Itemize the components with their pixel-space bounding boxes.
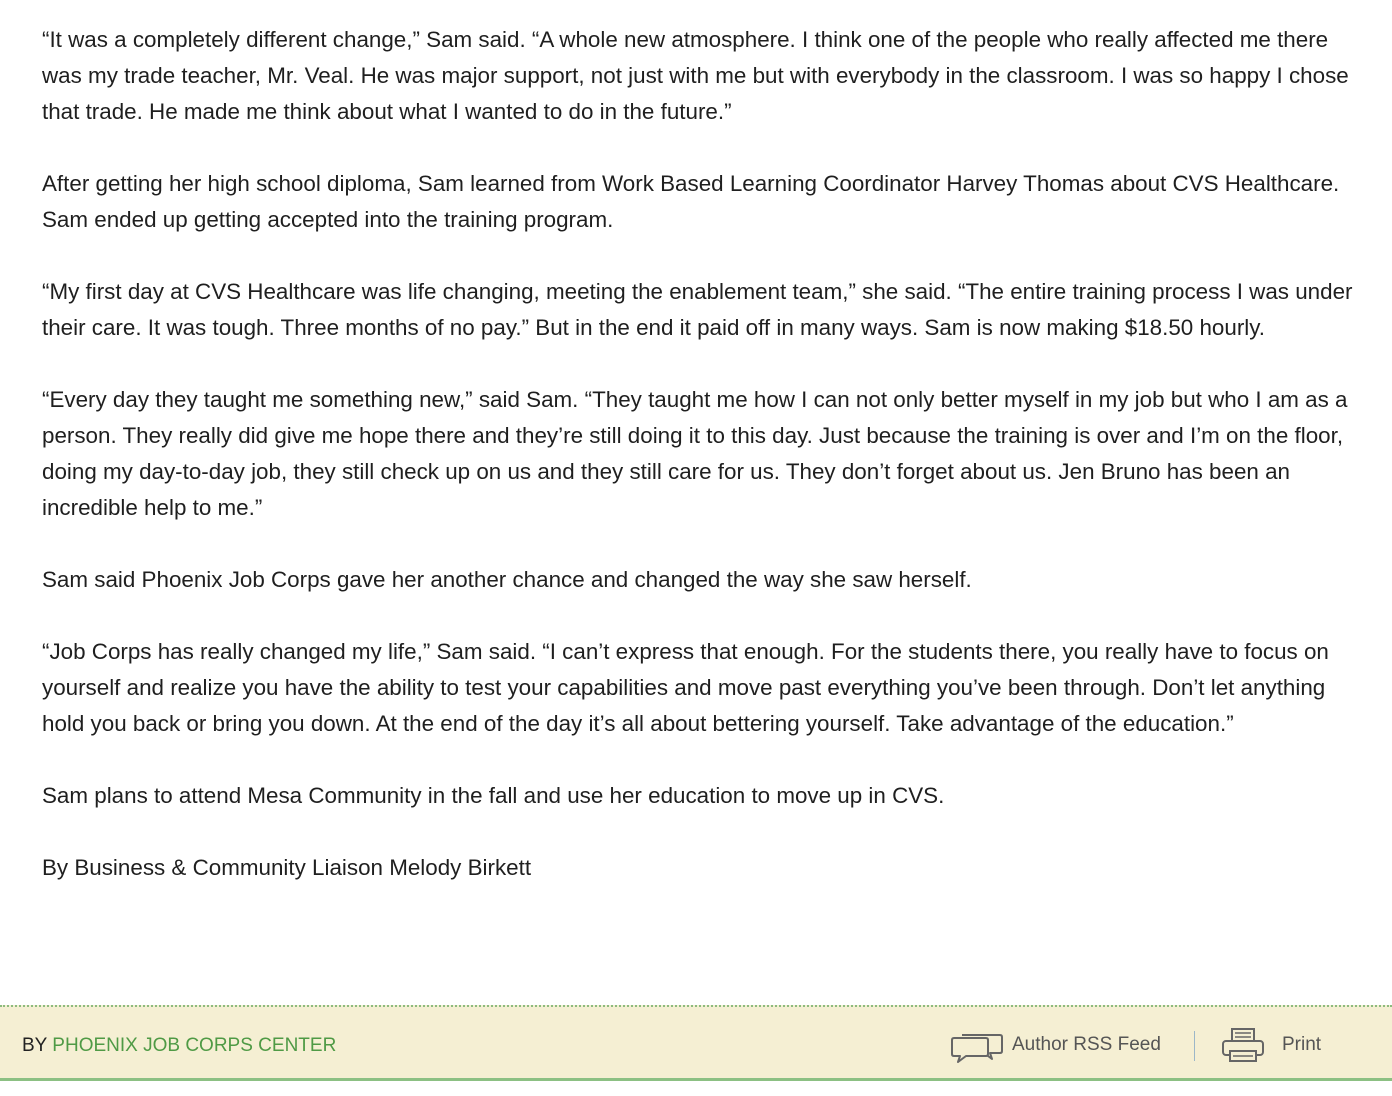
article-paragraph: Sam said Phoenix Job Corps gave her another chance and changed the way she saw herself. xyxy=(42,567,972,592)
article-paragraph: “Job Corps has really changed my life,” Sam said. “I can’t express that enough. For the students there, you really have to focus on yourself and realize you have the ability to test your capabilities and move past everything you’ve been through. Don’t let anything hold you back or bring you down. At the end of the day it’s all about bettering yourself. Take advantage of the education.” xyxy=(42,639,1329,736)
article-author-credit: By Business & Community Liaison Melody Birkett xyxy=(42,855,532,880)
print-link[interactable] xyxy=(1220,1025,1321,1065)
article-body xyxy=(42,22,1372,922)
article-paragraph: “It was a completely different change,” Sam said. “A whole new atmosphere. I think one of the people who really affected me there was my trade teacher, Mr. Veal. He was major support, not just with me but with everybody in the classroom. I was so happy I chose that trade. He made me think about what I wanted to do in the future.” xyxy=(42,27,1349,124)
article-paragraph: Sam plans to attend Mesa Community in the fall and use her education to move up in CVS. xyxy=(42,783,945,808)
footer-divider xyxy=(1194,1031,1195,1061)
byline xyxy=(22,1034,336,1058)
speech-bubbles-icon xyxy=(950,1026,1004,1064)
author-rss-feed-link[interactable] xyxy=(950,1025,1161,1065)
byline-prefix: BY xyxy=(22,1035,48,1056)
printer-icon xyxy=(1220,1026,1266,1064)
author-link[interactable]: PHOENIX JOB CORPS CENTER xyxy=(52,1035,337,1056)
print-label: Print xyxy=(1282,1034,1322,1055)
article-paragraph: “My first day at CVS Healthcare was life changing, meeting the enablement team,” she said. “The entire training process I was under their care. It was tough. Three months of no pay.” But in the end it paid off in many ways. Sam is now making $18.50 hourly. xyxy=(42,279,1353,340)
article-paragraph: After getting her high school diploma, Sam learned from Work Based Learning Coordinator Harvey Thomas about CVS Healthcare. Sam ended up getting accepted into the training program. xyxy=(42,171,1340,232)
article-paragraph: “Every day they taught me something new,” said Sam. “They taught me how I can not only better myself in my job but who I am as a person. They really did give me hope there and they’re still doing it to this day. Just because the training is over and I’m on the floor, doing my day-to-day job, they still check up on us and they still care for us. They don’t forget about us. Jen Bruno has been an incredible help to me.” xyxy=(42,387,1348,520)
article-footer-bar xyxy=(0,1005,1392,1081)
author-rss-feed-label: Author RSS Feed xyxy=(1012,1034,1161,1055)
